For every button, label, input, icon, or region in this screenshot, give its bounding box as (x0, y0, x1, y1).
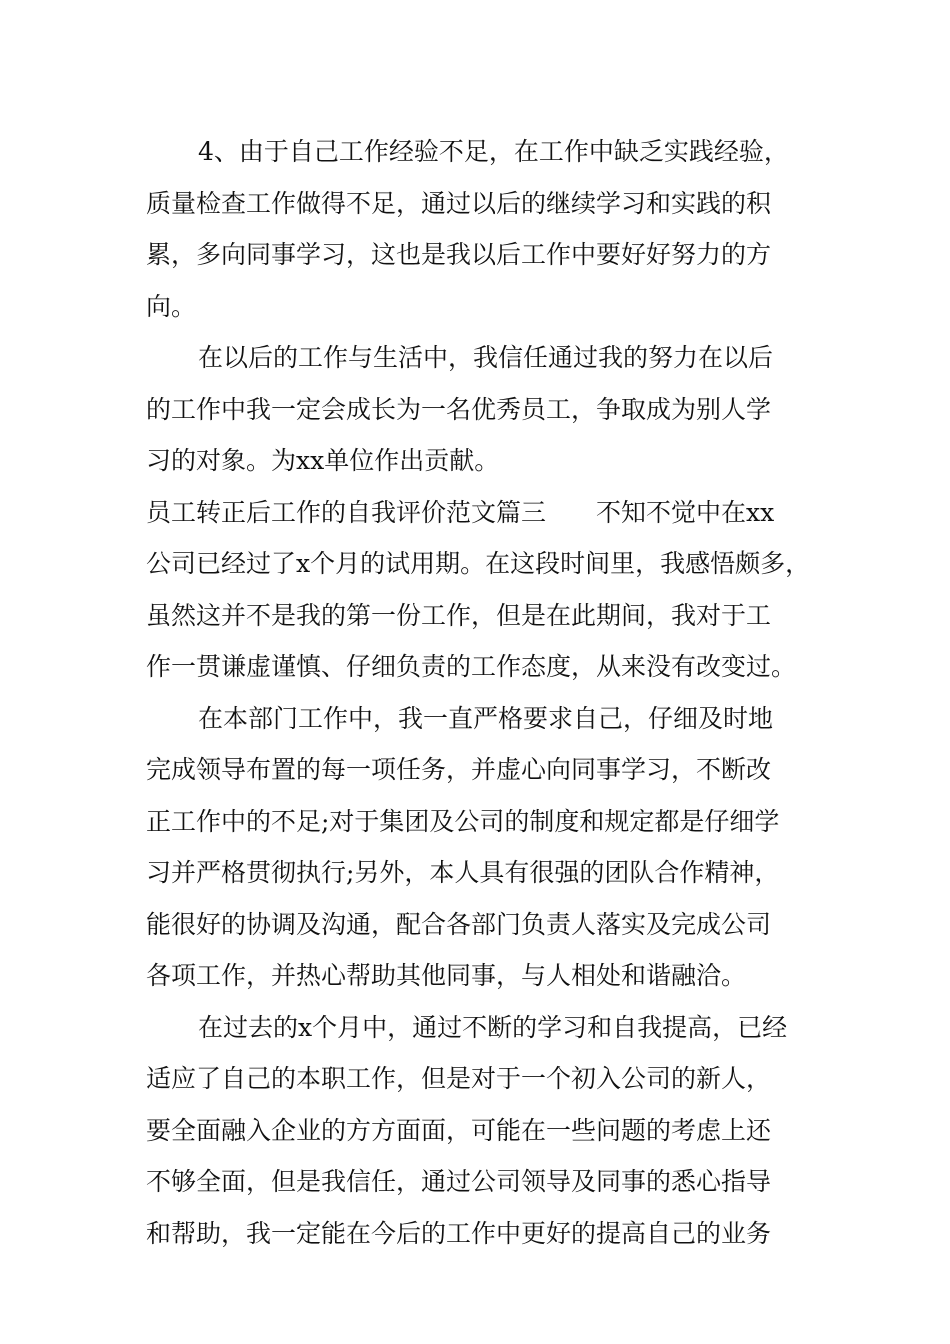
paragraph-1-line-2: 质量检查工作做得不足，通过以后的继续学习和实践的积 (146, 188, 772, 218)
paragraph-3-line-3: 虽然这并不是我的第一份工作，但是在此期间，我对于工 (146, 600, 772, 630)
paragraph-5-line-4: 不够全面，但是我信任，通过公司领导及同事的悉心指导 (146, 1167, 772, 1196)
paragraph-4-line-3: 正工作中的不足;对于集团及公司的制度和规定都是仔细学 (146, 806, 780, 836)
paragraph-3-line-2: 公司已经过了x个月的试用期。在这段时间里，我感悟颇多， (146, 549, 811, 578)
paragraph-1-line-4: 向。 (146, 291, 197, 321)
paragraph-1-line-3: 累，多向同事学习，这也是我以后工作中要好好努力的方 (146, 240, 772, 269)
paragraph-5-line-3: 要全面融入企业的方方面面，可能在一些问题的考虑上还 (146, 1115, 772, 1145)
paragraph-4-line-5: 能很好的协调及沟通，配合各部门负责人落实及完成公司 (146, 909, 772, 939)
paragraph-4-line-6: 各项工作，并热心帮助其他同事，与人相处和谐融洽。 (146, 961, 747, 990)
paragraph-2-line-3: 习的对象。为xx单位作出贡献。 (146, 446, 500, 475)
paragraph-5-line-5: 和帮助，我一定能在今后的工作中更好的提高自己的业务 (146, 1218, 772, 1248)
paragraph-1-line-1: 4、由于自己工作经验不足，在工作中缺乏实践经验， (198, 137, 789, 166)
paragraph-5-line-1: 在过去的x个月中，通过不断的学习和自我提高，已经 (198, 1012, 788, 1042)
section-heading-line: 员工转正后工作的自我评价范文篇三 不知不觉中在xx (146, 497, 775, 527)
paragraph-5-line-2: 适应了自己的本职工作，但是对于一个初入公司的新人， (146, 1064, 772, 1093)
paragraph-2-line-2: 的工作中我一定会成长为一名优秀员工，争取成为别人学 (146, 394, 772, 424)
document-body (146, 126, 816, 1259)
paragraph-2-line-1: 在以后的工作与生活中，我信任通过我的努力在以后 (198, 343, 774, 372)
paragraph-4-line-2: 完成领导布置的每一项任务，并虚心向同事学习，不断改 (146, 755, 772, 784)
paragraph-3-line-4: 作一贯谦虚谨慎、仔细负责的工作态度，从来没有改变过。 (146, 652, 797, 681)
paragraph-4-line-1: 在本部门工作中，我一直严格要求自己，仔细及时地 (198, 703, 774, 733)
paragraph-4-line-4: 习并严格贯彻执行;另外，本人具有很强的团队合作精神， (146, 858, 780, 887)
